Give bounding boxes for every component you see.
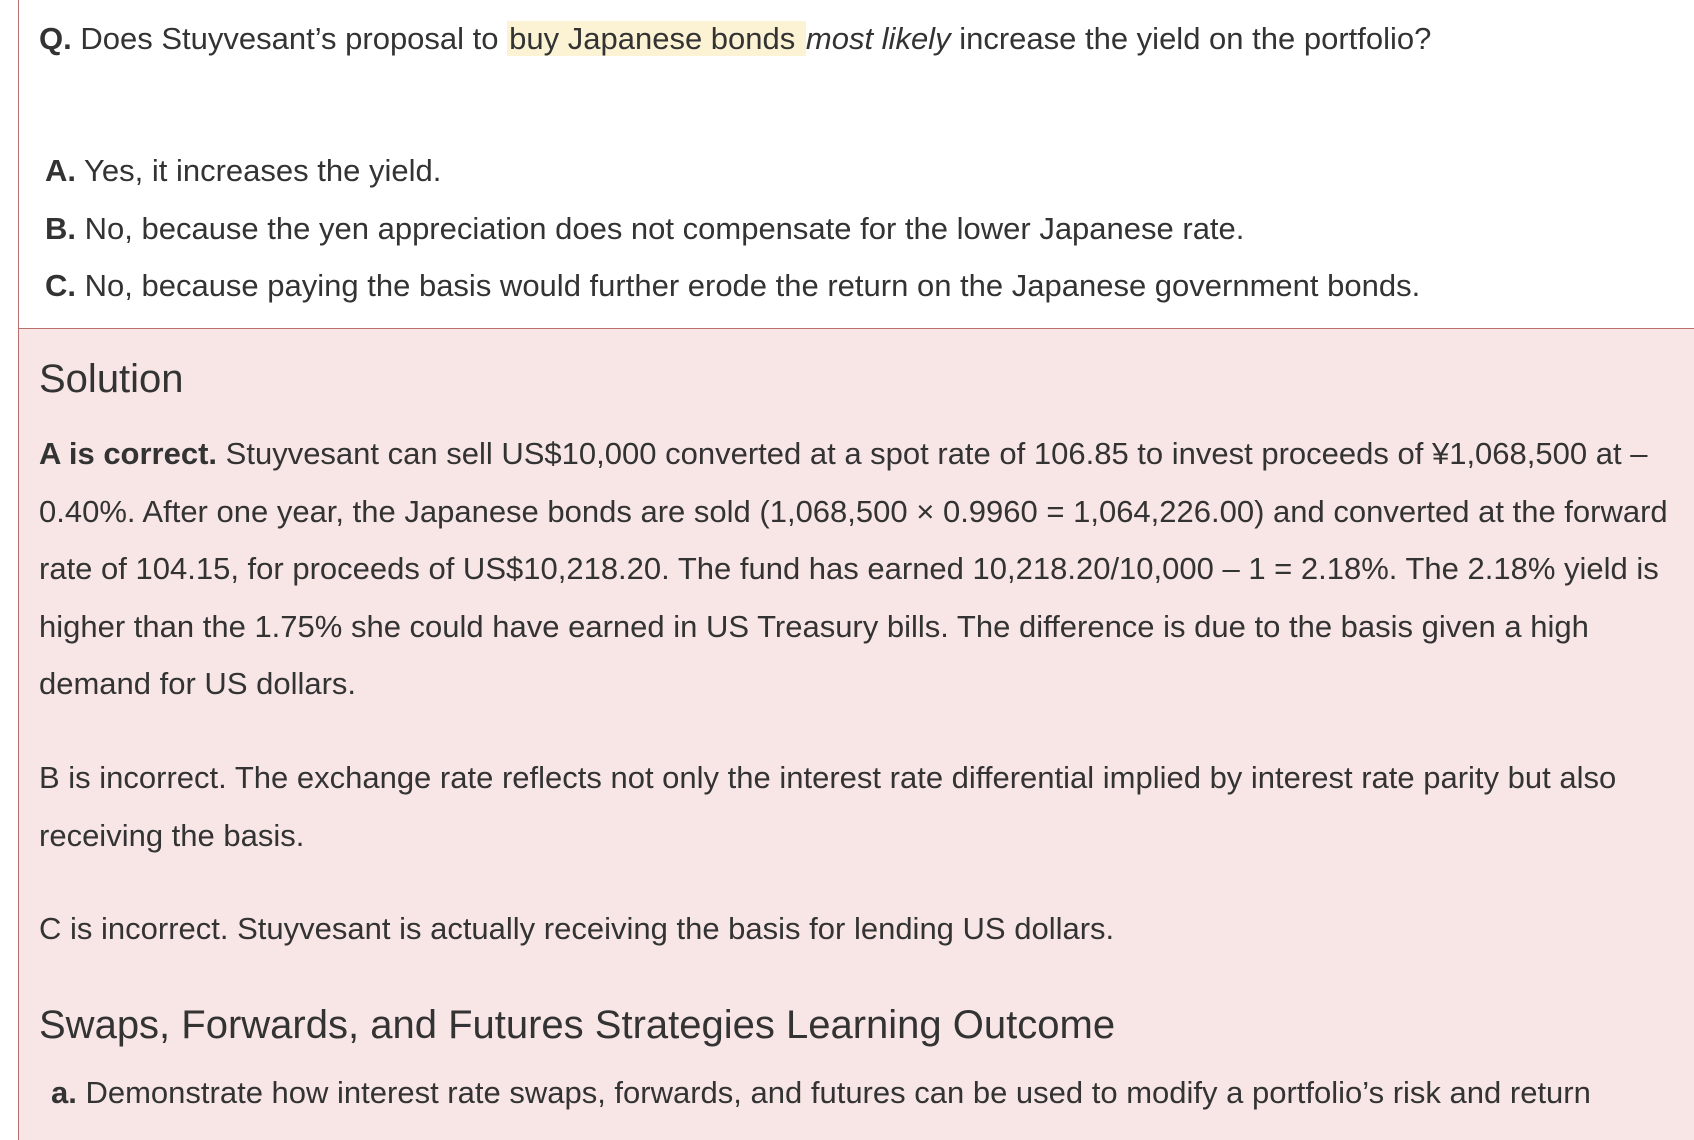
answer-options [45, 142, 1420, 315]
solution-heading: Solution [39, 357, 184, 401]
solution-correct-explanation [39, 425, 1691, 713]
question-text-before: Does Stuyvesant’s proposal to [71, 21, 508, 56]
solution-c-explanation: C is incorrect. Stuyvesant is actually receiving the basis for lending US dollars. [39, 911, 1115, 946]
solution-b-explanation: B is incorrect. The exchange rate reflects not only the interest rate differential implied by interest rate parity but also receiving the basis. [39, 760, 1617, 853]
option-b [45, 200, 1420, 258]
option-c [45, 257, 1420, 315]
question-text-after: increase the yield on the portfolio? [950, 21, 1432, 56]
question-panel [19, 0, 1694, 329]
solution-panel [19, 329, 1694, 1140]
correct-answer-text: Stuyvesant can sell US$10,000 converted at a spot rate of 106.85 to invest proceeds of ¥1,068,500 at –0.40%. After one year, the Japanese bonds are sold (1,068,500 × 0.9960 = 1,064,226.00) and converted at the forward rate of 104.15, for proceeds of US$10,218.20. The fund has earned 10,218.20/10,000 – 1 = 2.18%. The 2.18% yield is higher than the 1.75% she could have earned in US Treasury bills. The difference is due to the basis given a high demand for US dollars. [39, 436, 1668, 701]
question-text [39, 18, 1431, 60]
option-letter: B. [45, 210, 76, 246]
emphasis-phrase: most likely [805, 21, 951, 56]
option-text: Yes, it increases the yield. [76, 153, 442, 188]
content-frame [18, 0, 1694, 1140]
option-letter: C. [45, 268, 76, 303]
option-letter: A. [45, 153, 76, 188]
outcome-letter: a. [51, 1075, 77, 1110]
learning-outcome-heading: Swaps, Forwards, and Futures Strategies Learning Outcome [39, 1003, 1116, 1047]
option-text: No, because the yen appreciation does not compensate for the lower Japanese rate. [76, 210, 1245, 246]
question-prefix: Q. [39, 21, 72, 56]
option-text: No, because paying the basis would further erode the return on the Japanese government bonds. [76, 268, 1421, 303]
highlighted-phrase: buy Japanese bonds [509, 21, 804, 56]
correct-answer-label: A is correct. [39, 436, 218, 471]
outcome-text: Demonstrate how interest rate swaps, forwards, and futures can be used to modify a portfolio’s risk and return [76, 1075, 1591, 1110]
option-a [45, 142, 1420, 200]
learning-outcome-item [51, 1072, 1591, 1114]
